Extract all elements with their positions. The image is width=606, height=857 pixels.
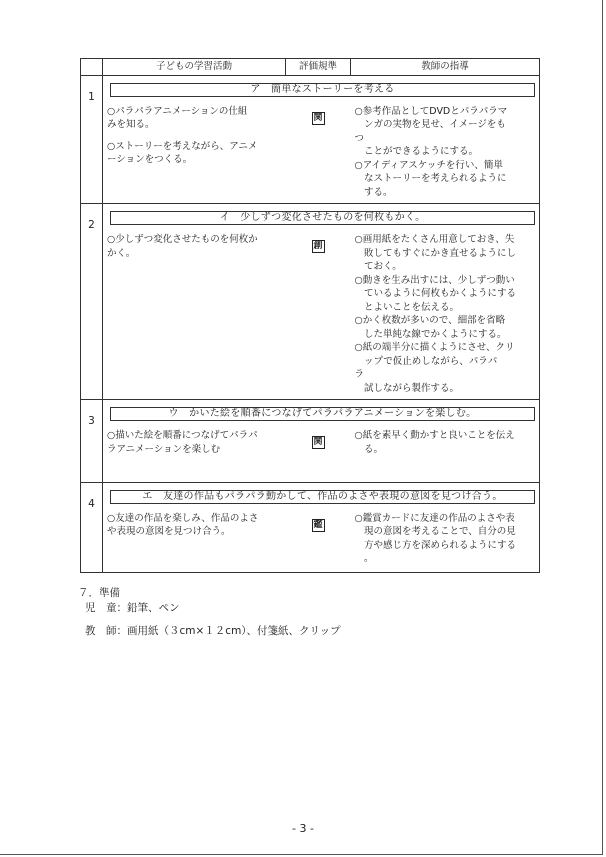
row-title-cell — [103, 400, 540, 422]
activity-cell — [103, 225, 286, 399]
row-title: ウ かいた絵を順番につなげてパラパラアニメーションを楽しむ。 — [110, 407, 535, 421]
guidance-text: ○動きを生み出すには、少しずつ動い ているように何枚もかくようにする とよいことを伝える。 — [354, 274, 517, 313]
evaluation-badge: 関 — [313, 113, 323, 123]
evaluation-cell — [286, 97, 351, 204]
row-number: 2 — [81, 204, 103, 400]
guidance-cell — [351, 97, 540, 204]
row-title: ア 簡単なストーリーを考える — [110, 83, 535, 97]
guidance-text: ○鑑賞カードに友達の作品のよさや表 現の意図を考えることで、自分の見 方や感じ方を深められるようにする 。 — [354, 512, 517, 565]
table-row — [81, 225, 540, 399]
activity-text: ○友達の作品を楽しみ、作品のよさ や表現の意図を見つけ合う。 — [107, 512, 259, 538]
header-num — [81, 59, 103, 76]
evaluation-cell — [286, 421, 351, 482]
guidance-text: ○アイディアスケッチを行い、簡単 なストーリーを考えられるように する。 — [354, 159, 507, 198]
lesson-plan-table — [80, 58, 540, 573]
table-row — [81, 482, 540, 504]
activity-text: ○ストーリーを考えながら、アニメ ーションをつくる。 — [107, 140, 258, 166]
evaluation-badge: 関 — [313, 437, 323, 448]
activity-text: ○描いた絵を順番につなげてパラパ ラアニメーションを楽しむ — [107, 430, 258, 455]
row-title-cell — [103, 204, 540, 226]
guidance-text: ○画用紙をたくさん用意しておき、失 敗してもすぐにかき直せるようにし ておく。 — [354, 234, 517, 273]
row-number: 3 — [81, 400, 103, 483]
guidance-text: ○紙を素早く動かすと良いことを伝え る。 — [354, 430, 515, 455]
table-row — [81, 421, 540, 482]
preparation-child: 児 童：鉛筆、ペン — [85, 602, 180, 614]
table-row — [81, 97, 540, 204]
evaluation-cell — [286, 504, 351, 573]
table-row — [81, 204, 540, 226]
header-evaluation: 評価規準 — [286, 59, 351, 76]
evaluation-cell — [286, 225, 351, 399]
table-header-row — [81, 59, 540, 76]
header-guidance: 教師の指導 — [351, 59, 540, 76]
guidance-text: ○参考作品としてDVDとパラパラマ ンガの実物を見せ、イメージをも つ ことができるようにする。 — [354, 106, 508, 158]
table-row — [81, 504, 540, 573]
row-number: 1 — [81, 76, 103, 204]
row-title-cell — [103, 482, 540, 504]
row-title-cell — [103, 76, 540, 98]
row-title: イ 少しずつ変化させたものを何枚もかく。 — [110, 211, 535, 225]
activity-cell — [103, 504, 286, 573]
activity-text: ○少しずつ変化させたものを何枚か かく。 — [107, 234, 258, 259]
evaluation-badge: 創 — [313, 241, 323, 252]
evaluation-badge: 鑑 — [313, 519, 323, 530]
page-number: - 3 - — [292, 822, 314, 835]
row-title: エ 友達の作品もパラパラ動かして、作品のよさや表現の意図を見つけ合う。 — [110, 490, 535, 504]
preparation-heading: ７．準備 — [78, 587, 120, 599]
activity-cell — [103, 421, 286, 482]
table-row — [81, 76, 540, 98]
guidance-text: ○かく枚数が多いので、細部を省略 した単純な線でかくようにする。 — [354, 315, 507, 340]
activity-text: ○パラパラアニメーションの仕組 みを知る。 — [107, 106, 248, 131]
preparation-teacher: 教 師：画用紙（３cm×１２cm）、付箋紙、クリップ — [85, 625, 341, 637]
guidance-cell — [351, 421, 540, 482]
guidance-text: ○紙の端半分に描くようにさせ、クリ ップで仮止めしながら、パラパ ラ 試しながら製作する。 — [354, 342, 515, 394]
preparation-section — [78, 586, 341, 639]
guidance-cell — [351, 504, 540, 573]
guidance-cell — [351, 225, 540, 399]
header-activity: 子どもの学習活動 — [103, 59, 286, 76]
table-row — [81, 400, 540, 422]
activity-cell — [103, 97, 286, 204]
row-number: 4 — [81, 482, 103, 573]
